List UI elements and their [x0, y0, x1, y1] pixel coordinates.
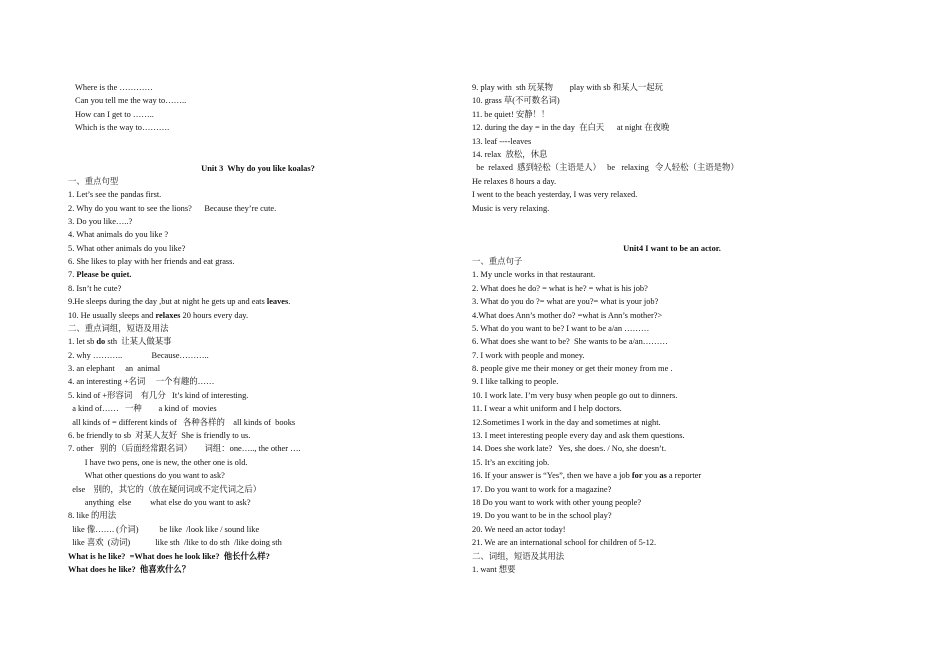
phrase: 2. why ……….. Because………..: [68, 351, 209, 360]
phrase: 5. kind of +形容词 有几分 It’s kind of interesting.: [68, 391, 249, 400]
phrase: else 别的，其它的（放在疑问词或不定代词之后）: [68, 485, 262, 494]
sentence: 11. I wear a whit uniform and I help doctors.: [472, 404, 622, 413]
phrase: all kinds of = different kinds of 各种各样的 all kinds of books: [68, 418, 296, 427]
sentence: 6. She likes to play with her friends and eat grass.: [68, 257, 235, 266]
section-heading: 一、重点句型: [68, 177, 119, 186]
phrase: 4. an interesting +名词 一个有趣的……: [68, 377, 215, 386]
sentence: 20. We need an actor today!: [472, 525, 566, 534]
sentence: 3. Do you like…..?: [68, 217, 133, 226]
unit3-title: Unit 3 Why do you like koalas?: [201, 164, 315, 173]
phrase: 1. let sb do sth 让某人做某事: [68, 337, 172, 346]
phrase: 13. leaf ----leaves: [472, 137, 532, 146]
sentence: 2. Why do you want to see the lions? Because they’re cute.: [68, 204, 277, 213]
phrase: 9. play with sth 玩某物 play with sb 和某人一起玩: [472, 83, 663, 92]
bold-question: What is he like? =What does he look like? 他长什么样?: [68, 552, 270, 561]
phrase: 12. during the day = in the day 在白天 at night 在夜晚: [472, 123, 670, 132]
phrase: a kind of…… 一种 a kind of movies: [68, 404, 217, 413]
sentence: 1. My uncle works in that restaurant.: [472, 270, 596, 279]
unit4-title: Unit4 I want to be an actor.: [623, 244, 721, 253]
phrase: What other questions do you want to ask?: [68, 471, 225, 480]
sentence: 14. Does she work late? Yes, she does. / No, she doesn’t.: [472, 444, 667, 453]
sentence: 3. What do you do ?= what are you?= what is your job?: [472, 297, 659, 306]
section-heading: 一、重点句子: [472, 257, 523, 266]
phrase: like 像……. (介词) be like /look like / sound like: [68, 525, 260, 534]
phrase: 1. want 想要: [472, 565, 516, 574]
sentence: 6. What does she want to be? She wants to be a/an………: [472, 337, 668, 346]
intro-line: Can you tell me the way to……..: [75, 96, 187, 105]
sentence: 21. We are an international school for children of 5-12.: [472, 538, 657, 547]
phrase: 6. be friendly to sb 对某人友好 She is friendly to us.: [68, 431, 251, 440]
sentence: 15. It’s an exciting job.: [472, 458, 550, 467]
sentence: 12.Sometimes I work in the day and sometimes at night.: [472, 418, 661, 427]
sentence: 17. Do you want to work for a magazine?: [472, 485, 612, 494]
sentence: 10. I work late. I’m very busy when people go out to dinners.: [472, 391, 678, 400]
example-sentence: He relaxes 8 hours a day.: [472, 177, 557, 186]
bold-question: What does he like? 他喜欢什么？: [68, 565, 191, 574]
sentence: 7. Please be quiet.: [68, 270, 132, 279]
sentence: 8. Isn’t he cute?: [68, 284, 122, 293]
section-heading: 二、词组，短语及其用法: [472, 552, 565, 561]
sentence: 7. I work with people and money.: [472, 351, 585, 360]
intro-line: How can I get to ……..: [75, 110, 154, 119]
sentence: 16. If your answer is “Yes”, then we have a job for you as a reporter: [472, 471, 702, 480]
phrase: be relaxed 感到轻松（主语是人） be relaxing 令人轻松（主语是物）: [472, 163, 739, 172]
sentence: 2. What does he do? = what is he? = what is his job?: [472, 284, 648, 293]
sentence: 19. Do you want to be in the school play?: [472, 511, 612, 520]
sentence: 5. What other animals do you like?: [68, 244, 186, 253]
phrase: anything else what else do you want to ask?: [68, 498, 251, 507]
sentence: 13. I meet interesting people every day and ask them questions.: [472, 431, 685, 440]
sentence: 9. I like talking to people.: [472, 377, 559, 386]
section-heading: 二、重点词组，短语及用法: [68, 324, 169, 333]
sentence: 1. Let’s see the pandas first.: [68, 190, 162, 199]
phrase: 8. like 的用法: [68, 511, 117, 520]
example-sentence: Music is very relaxing.: [472, 204, 550, 213]
phrase: 14. relax 放松，休息: [472, 150, 548, 159]
example-sentence: I went to the beach yesterday, I was very relaxed.: [472, 190, 638, 199]
phrase: I have two pens, one is new, the other one is old.: [68, 458, 248, 467]
sentence: 10. He usually sleeps and relaxes 20 hours every day.: [68, 311, 249, 320]
sentence: 8. people give me their money or get their money from me .: [472, 364, 673, 373]
sentence: 4. What animals do you like ?: [68, 230, 169, 239]
sentence: 18 Do you want to work with other young people?: [472, 498, 642, 507]
intro-line: Which is the way to……….: [75, 123, 170, 132]
sentence: 5. What do you want to be? I want to be a/an ………: [472, 324, 650, 333]
intro-line: Where is the …………: [75, 83, 153, 92]
phrase: 10. grass 草(不可数名词): [472, 96, 560, 105]
sentence: 4.What does Ann’s mother do? =what is Ann’s mother?>: [472, 311, 663, 320]
phrase: 11. be quiet! 安静！！: [472, 110, 550, 119]
sentence: 9.He sleeps during the day ,but at night he gets up and eats leaves.: [68, 297, 291, 306]
phrase: 3. an elephant an animal: [68, 364, 161, 373]
phrase: like 喜欢 (动词) like sth /like to do sth /like doing sth: [68, 538, 282, 547]
phrase: 7. other 别的（后面经常跟名词） 词组：one….., the other ….: [68, 444, 301, 453]
